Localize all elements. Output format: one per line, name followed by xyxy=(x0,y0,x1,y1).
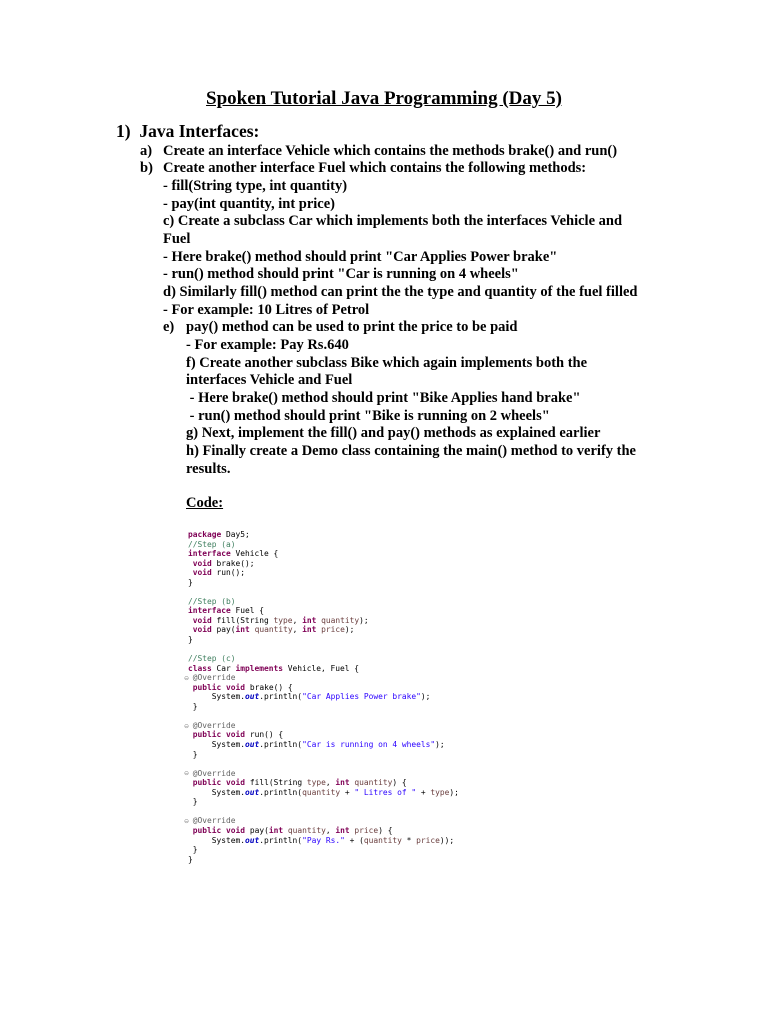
code-token: int xyxy=(268,825,284,835)
task-line: interfaces Vehicle and Fuel xyxy=(186,372,353,388)
task-line: - Here brake() method should print "Car Applies Power brake" xyxy=(163,249,558,265)
task-line: - pay(int quantity, int price) xyxy=(163,196,335,212)
task-line: Create an interface Vehicle which contains the methods brake() and run() xyxy=(163,143,618,159)
code-token: , xyxy=(292,615,303,625)
code-token: void xyxy=(226,682,246,692)
code-token: price xyxy=(354,825,379,835)
task-line: Create another interface Fuel which contains the following methods: xyxy=(163,160,587,176)
code-token: * xyxy=(401,835,417,845)
code-token: out xyxy=(245,692,260,702)
code-string: " Litres of " xyxy=(354,787,417,797)
code-token: quantity xyxy=(321,615,360,625)
code-token: void xyxy=(226,730,246,740)
code-token: } xyxy=(188,635,193,645)
code-token: System. xyxy=(211,740,246,750)
code-token: public xyxy=(192,682,222,692)
list-marker-a: a) xyxy=(140,143,153,159)
code-token: ) { xyxy=(392,778,407,788)
code-token: ); xyxy=(449,787,459,797)
code-token: pay( xyxy=(211,625,236,635)
code-token: quantity xyxy=(254,625,293,635)
code-token: System. xyxy=(211,835,246,845)
code-token: } xyxy=(192,701,198,711)
task-line: f) Create another subclass Bike which again implements both the xyxy=(186,355,588,371)
code-token: } xyxy=(192,749,198,759)
task-line: pay() method can be used to print the price to be paid xyxy=(186,319,518,335)
task-line: g) Next, implement the fill() and pay() methods as explained earlier xyxy=(186,425,601,441)
code-token: out xyxy=(245,787,260,797)
code-string: "Car is running on 4 wheels" xyxy=(302,740,436,750)
code-token: } xyxy=(188,854,193,864)
code-token: .println( xyxy=(259,835,303,845)
code-token: pay( xyxy=(245,825,269,835)
code-token: void xyxy=(226,825,246,835)
code-token: , xyxy=(325,778,336,788)
fold-marker-icon: ⊖ xyxy=(184,770,190,777)
code-annotation: @Override xyxy=(192,768,236,778)
section-title: Java Interfaces: xyxy=(139,121,260,141)
code-annotation: @Override xyxy=(192,673,236,683)
task-line: Fuel xyxy=(163,231,191,247)
code-comment: //Step (b) xyxy=(188,596,236,606)
code-token: brake(); xyxy=(211,558,255,568)
code-token: interface xyxy=(188,606,231,616)
code-token: + xyxy=(416,787,431,797)
code-token: ); xyxy=(359,615,369,625)
document-title: Spoken Tutorial Java Programming (Day 5) xyxy=(206,88,562,109)
code-token: ); xyxy=(420,692,431,702)
code-token: interface xyxy=(188,549,231,559)
code-token: System. xyxy=(211,692,246,702)
code-heading: Code: xyxy=(186,495,224,511)
task-line: - fill(String type, int quantity) xyxy=(163,178,348,194)
task-line: - run() method should print "Bike is running on 2 wheels" xyxy=(186,408,550,424)
task-line: - Here brake() method should print "Bike Applies hand brake" xyxy=(186,390,581,406)
code-annotation: @Override xyxy=(192,816,236,826)
list-marker-b: b) xyxy=(140,160,153,176)
code-token: void xyxy=(192,568,212,578)
code-token: ) xyxy=(439,835,445,845)
fold-marker-icon: ⊖ xyxy=(184,818,190,825)
fold-marker-icon: ⊖ xyxy=(184,723,190,730)
fold-marker-icon: ⊖ xyxy=(184,675,190,682)
code-token: + xyxy=(340,787,355,797)
code-token: .println( xyxy=(259,740,303,750)
code-string: "Car Applies Power brake" xyxy=(302,692,421,702)
code-token: fill(String xyxy=(245,778,307,788)
code-token: out xyxy=(245,740,260,750)
code-token: int xyxy=(302,625,317,635)
section-heading xyxy=(116,121,259,142)
code-token: + xyxy=(344,835,360,845)
code-token: type xyxy=(306,778,326,788)
task-line: - For example: 10 Litres of Petrol xyxy=(163,302,370,318)
code-token: ); xyxy=(435,740,445,750)
code-token: price xyxy=(416,835,440,845)
list-marker-e: e) xyxy=(163,319,175,335)
code-token: Fuel { xyxy=(230,606,265,616)
task-line: - run() method should print "Car is running on 4 wheels" xyxy=(163,266,519,282)
code-comment: //Step (c) xyxy=(188,654,236,664)
code-token: void xyxy=(192,615,212,625)
code-token: System. xyxy=(211,787,246,797)
code-token: quantity xyxy=(302,787,341,797)
code-token: int xyxy=(302,615,317,625)
code-token: quantity xyxy=(354,778,393,788)
code-token: ); xyxy=(444,835,455,845)
code-annotation: @Override xyxy=(192,720,236,730)
code-token: , xyxy=(325,825,336,835)
code-token: implements xyxy=(235,663,284,673)
code-token: run() { xyxy=(245,730,284,740)
code-token: Day5; xyxy=(221,530,250,539)
code-token: } xyxy=(188,577,193,587)
code-token: ) { xyxy=(378,825,393,835)
code-token: } xyxy=(192,797,198,807)
code-token: Car xyxy=(211,663,236,673)
code-token: Vehicle { xyxy=(230,549,279,559)
code-token: type xyxy=(430,787,450,797)
code-token: quantity xyxy=(363,835,402,845)
code-string: "Pay Rs." xyxy=(302,835,345,845)
code-token: package xyxy=(188,530,222,539)
code-token: brake() { xyxy=(245,682,293,692)
code-token: quantity xyxy=(287,825,326,835)
code-token: type xyxy=(273,615,293,625)
task-line: d) Similarly fill() method can print the the type and quantity of the fuel filled xyxy=(163,284,638,300)
code-token: int xyxy=(335,825,350,835)
task-line: c) Create a subclass Car which implements both the interfaces Vehicle and xyxy=(163,213,623,229)
code-token: class xyxy=(188,663,212,673)
code-token: Vehicle, Fuel { xyxy=(283,663,360,673)
code-token: public xyxy=(192,825,222,835)
code-token: int xyxy=(235,625,250,635)
code-token: .println( xyxy=(259,787,303,797)
task-line: h) Finally create a Demo class containing the main() method to verify the xyxy=(186,443,636,459)
code-token: ( xyxy=(359,835,364,845)
section-number: 1) xyxy=(116,121,131,141)
code-token: void xyxy=(226,778,246,788)
code-token: out xyxy=(245,835,260,845)
code-token: public xyxy=(192,778,222,788)
task-line: results. xyxy=(186,461,231,477)
code-token: } xyxy=(192,845,198,855)
task-line: - For example: Pay Rs.640 xyxy=(186,337,349,353)
code-token: price xyxy=(321,625,345,635)
code-token: run(); xyxy=(211,568,246,578)
code-comment: //Step (a) xyxy=(188,539,236,549)
code-token: , xyxy=(292,625,303,635)
code-token: void xyxy=(192,558,212,568)
code-block xyxy=(188,530,459,864)
code-token: ); xyxy=(344,625,355,635)
code-token: public xyxy=(192,730,222,740)
code-token: void xyxy=(192,625,212,635)
code-token: int xyxy=(335,778,350,788)
code-token: fill(String xyxy=(211,615,274,625)
code-token: .println( xyxy=(259,692,303,702)
